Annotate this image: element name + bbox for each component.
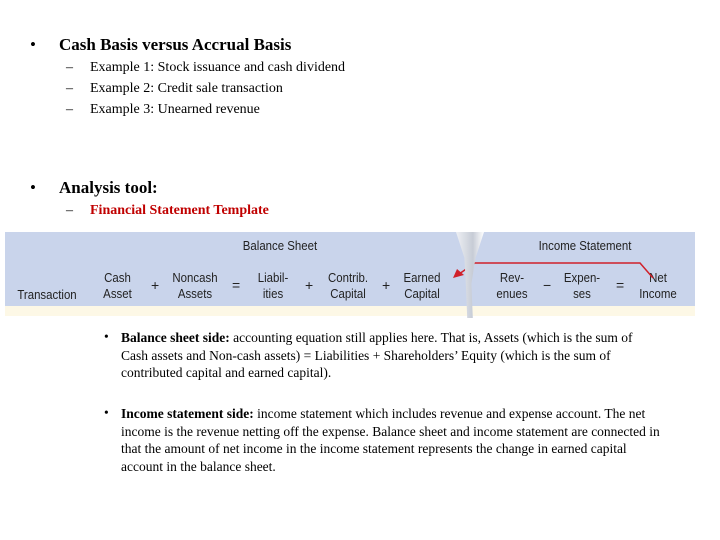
- bullet-icon: •: [104, 329, 109, 344]
- heading-analysis-tool: Analysis tool:: [59, 178, 158, 197]
- col-noncash-assets: Noncash Assets: [172, 270, 218, 301]
- example-2: Example 2: Credit sale transaction: [90, 81, 283, 96]
- note-text: accounting equation still applies here. That is, Assets (which is the sum of Cash assets and Non-cash assets) = Liabilities + Shareholders’ Equity (which is the sum of contributed capital and earned capital).: [121, 330, 633, 380]
- minus-sign: −: [543, 277, 552, 293]
- bullet-icon: •: [30, 35, 36, 54]
- bullet-icon: •: [104, 405, 109, 420]
- template-body-strip: [5, 306, 695, 316]
- dash-icon: –: [66, 81, 73, 96]
- arrow-icon: [445, 256, 675, 286]
- col-cash-asset: Cash Asset: [103, 270, 132, 301]
- note-label: Income statement side:: [121, 406, 254, 421]
- col-net-income: Net Income: [639, 270, 677, 301]
- dash-icon: –: [66, 60, 73, 75]
- bullet-icon: •: [30, 178, 36, 197]
- col-revenues: Rev- enues: [496, 270, 528, 301]
- equals-sign: =: [232, 277, 241, 293]
- col-liabilities: Liabil- ities: [257, 270, 289, 301]
- col-transaction: Transaction: [17, 287, 77, 302]
- col-expenses: Expen- ses: [563, 270, 601, 301]
- dash-icon: –: [66, 203, 73, 218]
- col-contrib-capital: Contrib. Capital: [327, 270, 369, 301]
- financial-statement-template: [5, 232, 695, 306]
- income-statement-note: [121, 405, 661, 475]
- balance-sheet-header: Balance Sheet: [242, 238, 318, 253]
- note-label: Balance sheet side:: [121, 330, 230, 345]
- equals-sign: =: [616, 277, 625, 293]
- income-statement-header: Income Statement: [538, 238, 632, 253]
- example-1: Example 1: Stock issuance and cash dividend: [90, 60, 346, 75]
- note-text: income statement which includes revenue and expense account. The net income is the revenue netting off the expense. Balance sheet and income statement are connected in that the amount of net income in the income statement represents the change in earned capital account in the balance sheet.: [121, 406, 660, 474]
- plus-sign: +: [382, 277, 391, 293]
- plus-sign: +: [151, 277, 160, 293]
- example-3: Example 3: Unearned revenue: [90, 102, 260, 117]
- financial-statement-template-link[interactable]: Financial Statement Template: [90, 203, 269, 218]
- heading-cash-accrual: Cash Basis versus Accrual Basis: [59, 35, 292, 54]
- col-earned-capital: Earned Capital: [403, 270, 441, 301]
- plus-sign: +: [305, 277, 314, 293]
- dash-icon: –: [66, 102, 73, 117]
- balance-sheet-note: [121, 329, 661, 382]
